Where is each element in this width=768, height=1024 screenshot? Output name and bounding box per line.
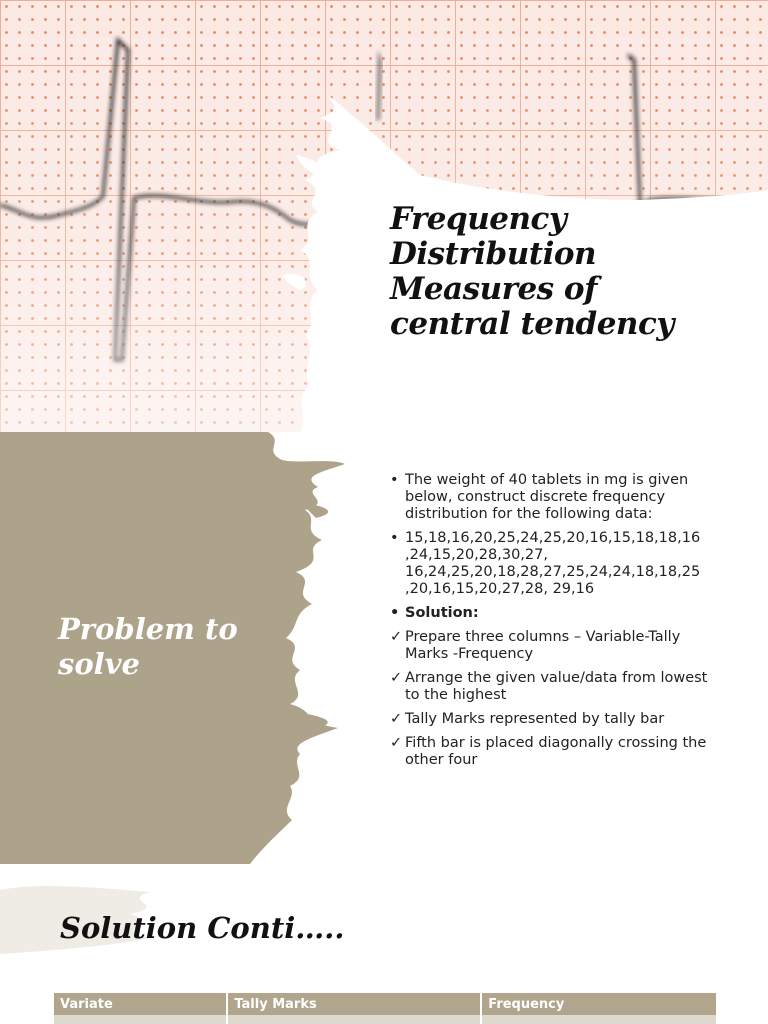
bullet-marker: • [390, 605, 400, 621]
check-marker-icon: ✓ [390, 711, 403, 727]
check-text: Arrange the given value/data from lowest to the highest [405, 670, 708, 703]
title-line: central tendency [390, 306, 674, 342]
slide-solution [0, 870, 768, 1024]
frequency-table [54, 993, 716, 1024]
bullet-text: Solution: [405, 605, 479, 621]
table-row [54, 1015, 716, 1024]
bullet-item [390, 605, 725, 622]
title-line: Problem to [58, 612, 238, 646]
bullet-item [390, 530, 725, 598]
check-text: Prepare three columns – Variable-Tally Marks -Frequency [405, 629, 681, 662]
problem-bullet-list [390, 472, 725, 776]
table-cell [227, 1015, 481, 1024]
bullet-item [390, 472, 725, 523]
title-line: Measures of [390, 271, 597, 307]
table-cell [481, 1015, 716, 1024]
slide-problem-heading [58, 612, 318, 682]
bullet-text: 15,18,16,20,25,24,25,20,16,15,18,18,16 ,24,15,20,28,30,27, 16,24,25,20,18,28,27,25,24,24,18,18,25 ,20,16,15,20,27,28, 29,16 [405, 530, 701, 597]
table-header-row [54, 993, 716, 1015]
slide-title [0, 0, 768, 432]
slide-solution-heading: Solution Conti….. [60, 911, 345, 945]
slide-problem [0, 432, 768, 870]
title-line: Distribution [390, 236, 597, 272]
slide-title-heading [390, 202, 750, 342]
bullet-marker: • [390, 472, 399, 488]
check-text: Tally Marks represented by tally bar [405, 711, 665, 727]
check-item [390, 711, 725, 728]
check-text: Fifth bar is placed diagonally crossing the other four [405, 735, 707, 768]
table-cell [54, 1015, 227, 1024]
check-marker-icon: ✓ [390, 670, 403, 686]
check-item [390, 629, 725, 663]
check-item [390, 735, 725, 769]
title-line: Frequency [390, 201, 567, 237]
column-header: Tally Marks [227, 993, 481, 1015]
check-marker-icon: ✓ [390, 629, 403, 645]
column-header: Variate [54, 993, 227, 1015]
bullet-marker: • [390, 530, 399, 546]
check-item [390, 670, 725, 704]
bullet-text: The weight of 40 tablets in mg is given below, construct discrete frequency distribution for the following data: [405, 472, 689, 522]
column-header: Frequency [481, 993, 716, 1015]
check-marker-icon: ✓ [390, 735, 403, 751]
title-line: solve [58, 647, 140, 681]
